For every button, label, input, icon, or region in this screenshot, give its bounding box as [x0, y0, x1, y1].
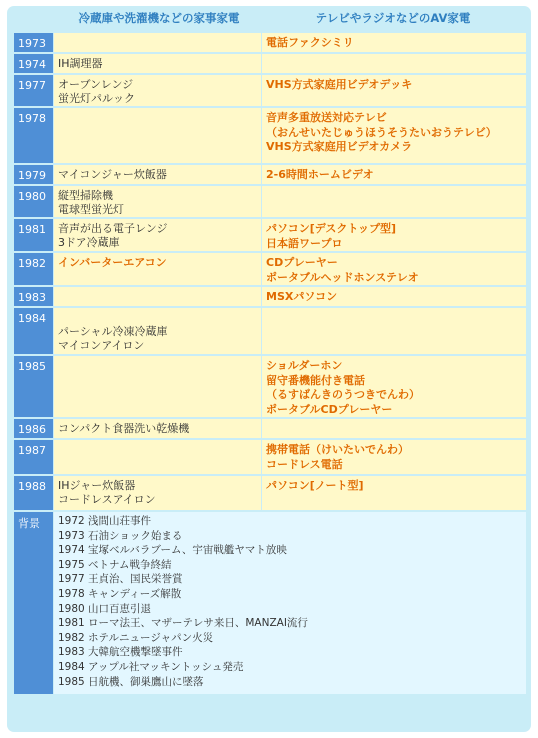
- av-appliance-cell: [261, 165, 526, 184]
- year-cell: 1974: [14, 54, 53, 73]
- av-appliance-item: ポータブルCDプレーヤー: [266, 402, 393, 416]
- year-cell: 1977: [14, 75, 53, 106]
- background-event-item: 1973 石油ショック始まる: [58, 529, 183, 542]
- av-appliance-item: 電話ファクシミリ: [266, 36, 354, 49]
- home-appliance-item: 電球型蛍光灯: [58, 203, 124, 216]
- av-appliance-cell: [261, 253, 526, 285]
- home-appliance-cell: [53, 476, 261, 510]
- table-row: [14, 253, 526, 285]
- av-appliance-cell: [261, 440, 526, 474]
- year-cell: 1978: [14, 108, 53, 163]
- year-cell: 1988: [14, 476, 53, 510]
- av-appliance-item: 2-6時間ホームビデオ: [266, 168, 374, 181]
- background-event-item: 1985 日航機、御巣鷹山に墜落: [58, 675, 204, 688]
- home-appliance-cell: [53, 165, 261, 184]
- table-row: [14, 308, 526, 354]
- av-appliance-item: ポータブルヘッドホンステレオ: [266, 270, 419, 284]
- av-appliance-cell: [261, 308, 526, 354]
- background-row: [14, 512, 526, 694]
- year-cell: 1980: [14, 186, 53, 217]
- table-row: [14, 54, 526, 73]
- av-appliance-cell: [261, 54, 526, 73]
- home-appliance-item: オーブンレンジ: [58, 78, 134, 91]
- background-events-cell: [53, 512, 526, 694]
- home-appliance-item: 3ドア冷蔵庫: [58, 236, 120, 249]
- background-event-item: 1981 ローマ法王、マザーテレサ来日、MANZAI流行: [58, 617, 308, 630]
- table-row: [14, 75, 526, 106]
- av-appliance-item: 携帯電話（けいたいでんわ）: [266, 443, 409, 456]
- year-cell: 1985: [14, 356, 53, 417]
- home-appliance-item: IHジャー炊飯器: [58, 479, 136, 492]
- av-appliance-item: （おんせいたじゅうほうそうたいおうテレビ）: [266, 125, 497, 139]
- background-label: 背景: [14, 512, 53, 694]
- home-appliance-cell: [53, 356, 261, 417]
- home-appliance-cell: [53, 419, 261, 438]
- background-event-item: 1978 キャンディーズ解散: [58, 587, 182, 600]
- home-appliance-cell: [53, 75, 261, 106]
- table-row: [14, 287, 526, 306]
- year-cell: 1981: [14, 219, 53, 251]
- av-appliance-item: ショルダーホン: [266, 359, 343, 372]
- av-appliance-item: MSXパソコン: [266, 290, 338, 303]
- av-appliance-item: 日本語ワープロ: [266, 236, 343, 250]
- home-appliance-cell: [53, 287, 261, 306]
- home-appliance-cell: [53, 54, 261, 73]
- av-appliance-item: （るすばんきのうつきでんわ）: [266, 388, 420, 401]
- av-appliance-cell: [261, 33, 526, 52]
- table-header: [7, 6, 531, 31]
- table-row: [14, 419, 526, 438]
- home-appliance-cell: [53, 440, 261, 474]
- av-appliance-cell: [261, 356, 526, 417]
- home-appliance-item: 蛍光灯パルック: [58, 92, 135, 105]
- year-cell: 1987: [14, 440, 53, 474]
- av-appliance-cell: [261, 108, 526, 163]
- background-event-item: 1972 浅間山荘事件: [58, 515, 152, 527]
- table-row: [14, 33, 526, 52]
- home-appliance-item: コンパクト食器洗い乾燥機: [58, 422, 190, 435]
- background-event-item: 1980 山口百恵引退: [58, 602, 152, 615]
- header-av-appliances: テレビやラジオなどのAV家電: [315, 11, 471, 25]
- home-appliance-cell: [53, 219, 261, 251]
- year-cell: 1986: [14, 419, 53, 438]
- home-appliance-item: IH調理器: [58, 57, 103, 70]
- home-appliance-cell: [53, 33, 261, 52]
- home-appliance-cell: [53, 308, 261, 354]
- year-cell: 1984: [14, 308, 53, 354]
- av-appliance-cell: [261, 75, 526, 106]
- av-appliance-item: VHS方式家庭用ビデオデッキ: [266, 78, 413, 91]
- year-cell: 1983: [14, 287, 53, 306]
- av-appliance-item: コードレス電話: [266, 457, 343, 471]
- timeline-panel: [7, 6, 531, 732]
- background-event-item: 1982 ホテルニュージャパン火災: [58, 631, 214, 644]
- av-appliance-item: パソコン[ノート型]: [266, 479, 364, 492]
- av-appliance-cell: [261, 419, 526, 438]
- year-cell: 1973: [14, 33, 53, 52]
- year-cell: 1979: [14, 165, 53, 184]
- home-appliance-item: マイコンアイロン: [58, 339, 145, 352]
- av-appliance-cell: [261, 219, 526, 251]
- home-appliance-item: 音声が出る電子レンジ: [58, 222, 168, 235]
- home-appliance-item: [58, 311, 261, 325]
- av-appliance-item: 音声多重放送対応テレビ: [266, 111, 387, 124]
- year-cell: 1982: [14, 253, 53, 285]
- av-appliance-cell: [261, 186, 526, 217]
- home-appliance-cell: [53, 108, 261, 163]
- table-row: [14, 356, 526, 417]
- av-appliance-cell: [261, 476, 526, 510]
- home-appliance-item: 縦型掃除機: [58, 189, 113, 202]
- background-event-item: 1983 大韓航空機撃墜事件: [58, 646, 183, 659]
- home-appliance-cell: [53, 186, 261, 217]
- av-appliance-item: 留守番機能付き電話: [266, 373, 365, 387]
- table-row: [14, 219, 526, 251]
- home-appliance-cell: [53, 253, 261, 285]
- background-event-item: 1984 アップル社マッキントッシュ発売: [58, 660, 244, 673]
- home-appliance-item: インバーターエアコン: [58, 256, 167, 269]
- appliance-timeline-table: [14, 31, 526, 696]
- av-appliance-item: CDプレーヤー: [266, 256, 338, 269]
- background-event-item: 1977 王貞治、国民栄誉賞: [58, 573, 183, 586]
- table-row: [14, 440, 526, 474]
- table-row: [14, 186, 526, 217]
- table-row: [14, 476, 526, 510]
- av-appliance-item: パソコン[デスクトップ型]: [266, 222, 397, 235]
- home-appliance-item: パーシャル冷凍冷蔵庫: [58, 325, 168, 338]
- table-row: [14, 165, 526, 184]
- home-appliance-item: コードレスアイロン: [58, 493, 156, 506]
- av-appliance-cell: [261, 287, 526, 306]
- header-home-appliances: 冷蔵庫や洗濯機などの家事家電: [78, 11, 240, 25]
- background-event-item: 1974 宝塚ベルバラブーム、宇宙戦艦ヤマト放映: [58, 544, 287, 557]
- home-appliance-item: マイコンジャー炊飯器: [58, 168, 167, 181]
- background-event-item: 1975 ベトナム戦争終結: [58, 558, 172, 571]
- table-row: [14, 108, 526, 163]
- av-appliance-item: VHS方式家庭用ビデオカメラ: [266, 140, 413, 153]
